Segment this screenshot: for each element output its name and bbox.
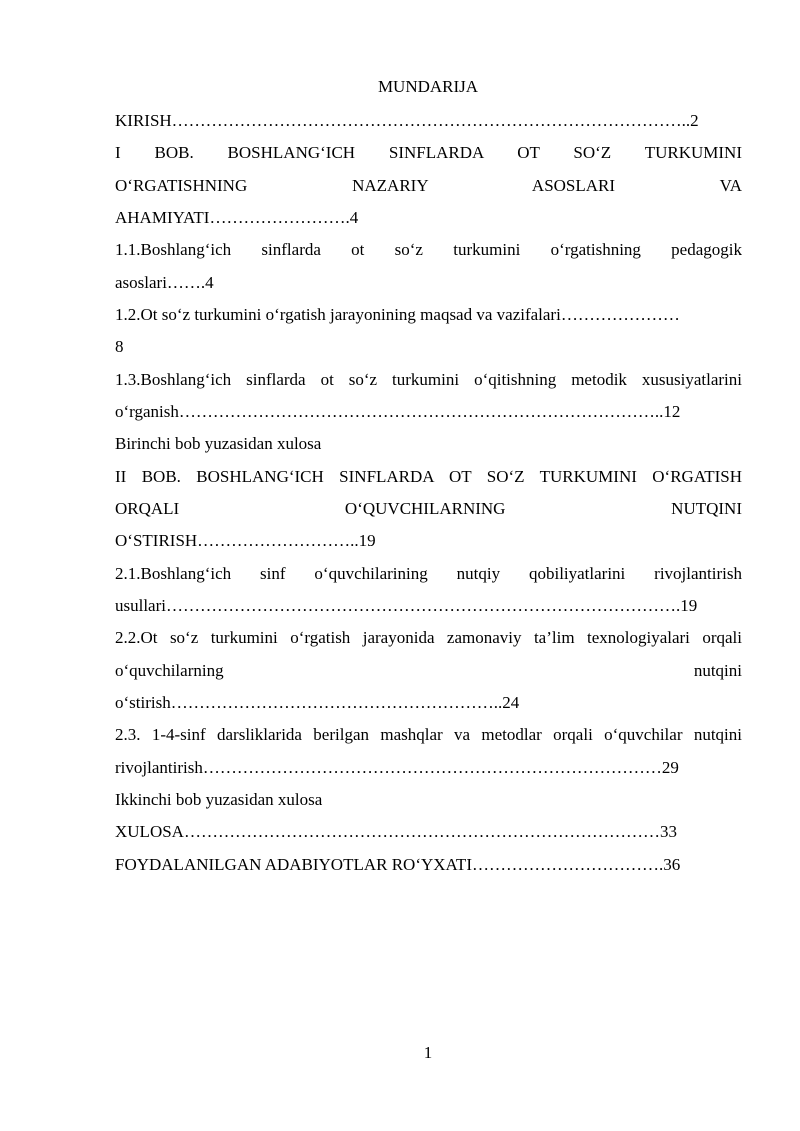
toc-line-section-1-3: 1.3.Boshlang‘ich sinflarda ot so‘z turkumini o‘qitishning metodik xususiyatlarini <box>115 369 742 389</box>
page-title: MUNDARIJA <box>377 77 479 96</box>
toc-line-section-1-1: 1.1.Boshlang‘ich sinflarda ot so‘z turkumini o‘rgatishning pedagogik <box>115 240 742 260</box>
toc-line-section-2-3: rivojlantirish………………………………………………………………………29 <box>115 757 679 777</box>
toc-line-chapter-2-conclusion: Ikkinchi bob yuzasidan xulosa <box>115 789 323 809</box>
page-number: 1 <box>423 1043 433 1062</box>
toc-line-section-2-2: 2.2.Ot so‘z turkumini o‘rgatish jarayonida zamonaviy ta’lim texnologiyalari orqali <box>115 628 742 648</box>
toc-line-xulosa: XULOSA…………………………………………………………………………33 <box>115 822 677 842</box>
toc-line-chapter-2-title: O‘STIRISH………………………..19 <box>115 531 376 551</box>
toc-line-chapter-2-title: II BOB. BOSHLANG‘ICH SINFLARDA OT SO‘Z TURKUMINI O‘RGATISH <box>115 466 742 486</box>
toc-line-section-2-2: o‘stirish…………………………………………………..24 <box>115 692 520 712</box>
toc-line-chapter-1-title: I BOB. BOSHLANG‘ICH SINFLARDA OT SO‘Z TURKUMINI <box>115 143 742 163</box>
toc-line-section-2-1: usullari……………………………………………………………………………….19 <box>115 595 698 615</box>
toc-line-chapter-2-title: ORQALI O‘QUVCHILARNING NUTQINI <box>115 498 742 518</box>
toc-line-kirish: KIRISH………………………………………………………………………………..2 <box>115 111 699 130</box>
toc-line-section-1-3: o‘rganish…………………………………………………………………………..12 <box>115 401 681 421</box>
toc-line-section-2-1: 2.1.Boshlang‘ich sinf o‘quvchilarining nutqiy qobiliyatlarini rivojlantirish <box>115 563 742 583</box>
toc-line-chapter-1-title: AHAMIYATI…………………….4 <box>115 207 359 227</box>
table-of-contents <box>115 105 742 881</box>
toc-line-section-1-1: asoslari…….4 <box>115 272 214 292</box>
toc-line-section-1-2: 1.2.Ot so‘z turkumini o‘rgatish jarayonining maqsad va vazifalari………………… <box>115 304 680 324</box>
toc-line-section-2-3: 2.3. 1-4-sinf darsliklarida berilgan mashqlar va metodlar orqali o‘quvchilar nutqini <box>115 725 742 745</box>
toc-line-section-2-2: o‘quvchilarning nutqini <box>115 660 742 680</box>
toc-line-section-1-2: 8 <box>115 337 124 357</box>
toc-line-chapter-1-conclusion: Birinchi bob yuzasidan xulosa <box>115 434 322 454</box>
toc-line-references: FOYDALANILGAN ADABIYOTLAR RO‘YXATI…………………………….36 <box>115 854 681 874</box>
toc-line-chapter-1-title: O‘RGATISHNING NAZARIY ASOSLARI VA <box>115 175 742 195</box>
